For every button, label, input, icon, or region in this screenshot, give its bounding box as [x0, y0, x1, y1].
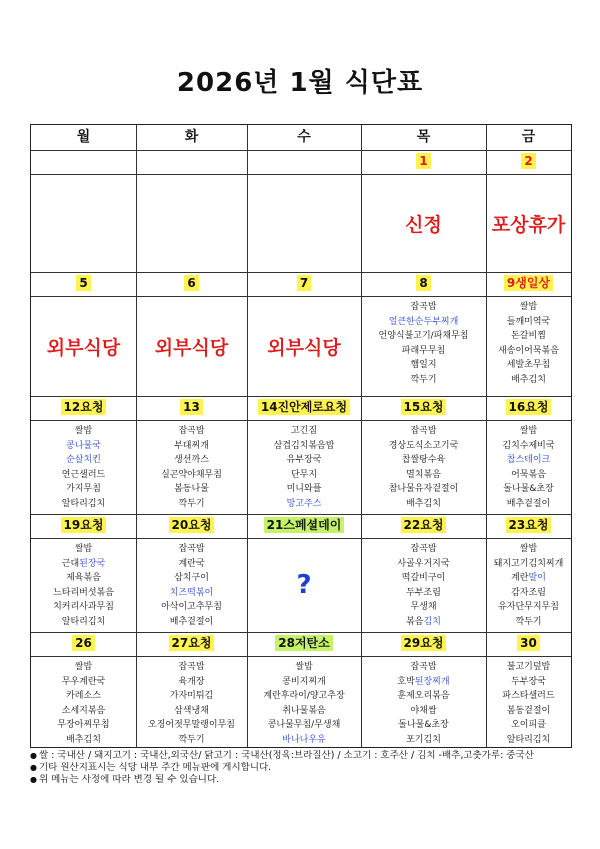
menu-calendar-table	[30, 124, 572, 748]
date-label	[361, 632, 486, 656]
menu-item: 오징어젓무말랭이무침	[148, 720, 235, 730]
day-cell	[486, 296, 571, 396]
menu-item: 순살치킨	[66, 455, 101, 465]
menu-item: 새송이어묵볶음	[498, 345, 559, 356]
menu-list	[31, 538, 136, 629]
date-label	[486, 272, 571, 296]
day-cell	[136, 538, 247, 632]
menu-item: 무생채	[410, 602, 437, 612]
date-text: 21스페셜데이	[264, 517, 345, 533]
day-note: 외부식당	[154, 336, 229, 359]
date-label	[136, 632, 247, 656]
weekday-header: 수	[297, 129, 311, 145]
date-text: 16요청	[506, 399, 552, 415]
weekday-header: 금	[521, 129, 536, 145]
menu-item: 깍두기	[410, 374, 437, 385]
date-label	[486, 150, 571, 174]
day-cell	[247, 296, 361, 396]
menu-item: 봄동나물	[174, 484, 209, 494]
date-label	[361, 396, 486, 420]
menu-item: 제육볶음	[66, 573, 101, 583]
day-cell	[247, 656, 361, 747]
weekday-header: 화	[184, 129, 199, 145]
note-change: ● 위 메뉴는 사정에 따라 변경 될 수 있습니다.	[30, 774, 220, 785]
date-label	[136, 272, 247, 296]
date-label	[31, 150, 136, 174]
menu-item: 잡곡밥	[410, 544, 437, 554]
day-cell	[136, 656, 247, 747]
menu-item: 쌀밥	[519, 426, 538, 436]
menu-item: 치즈떡볶이	[169, 587, 214, 598]
menu-list	[361, 538, 486, 629]
menu-item: 훈제오리볶음	[397, 691, 450, 701]
menu-item: 배추겉절이	[169, 616, 214, 627]
date-label	[361, 150, 486, 174]
day-cell	[31, 656, 136, 747]
menu-item: 잡곡밥	[410, 302, 437, 312]
menu-list	[136, 538, 247, 629]
menu-item: 돼지고기김치찌개	[493, 558, 564, 569]
date-label	[31, 272, 136, 296]
date-label	[486, 514, 571, 538]
menu-list	[486, 656, 571, 747]
menu-item: 볶음김치	[406, 616, 441, 627]
menu-item: 취나물볶음	[282, 705, 326, 716]
menu-list	[247, 420, 361, 511]
date-text: 14진안제로요청	[258, 399, 350, 415]
menu-list	[361, 656, 486, 747]
menu-item: 느타리버섯볶음	[53, 587, 114, 598]
menu-item: 파스타샐러드	[502, 691, 555, 701]
date-text: 5	[76, 275, 90, 291]
day-note: 외부식당	[46, 336, 121, 359]
menu-item: 불고기덮밥	[506, 662, 551, 672]
menu-item: 고긴짐	[290, 426, 318, 436]
menu-item: 알타리김치	[61, 616, 106, 627]
menu-item: 망고주스	[286, 498, 322, 509]
menu-item: 유자단무지무침	[498, 602, 559, 612]
menu-item: 경상도식소고기국	[388, 440, 459, 451]
menu-item: 생선까스	[174, 455, 209, 465]
menu-item: 카레소스	[66, 691, 101, 701]
menu-list	[361, 296, 486, 387]
day-cell	[31, 538, 136, 632]
menu-item: 사골우거지국	[397, 558, 450, 569]
menu-item: 무장아찌무침	[57, 720, 110, 730]
date-text: 27요청	[169, 635, 215, 651]
menu-item: 연근샐러드	[61, 469, 106, 480]
menu-item: 어묵볶음	[511, 469, 546, 480]
menu-item: 콩비지찌개	[282, 676, 326, 687]
date-text: 26	[72, 635, 95, 651]
menu-item: 김치수제비국	[502, 440, 555, 451]
date-text: 8	[416, 275, 430, 291]
date-label	[136, 150, 247, 174]
menu-item: 깍두기	[178, 734, 205, 745]
day-note: 신정	[405, 213, 442, 236]
page-title: 2026년 1월 식단표	[176, 68, 424, 98]
menu-item: 멸치볶음	[406, 469, 441, 480]
menu-item: 배추겉절이	[506, 498, 551, 509]
menu-item: 쌀밥	[519, 302, 538, 312]
date-label	[247, 150, 361, 174]
date-label	[31, 514, 136, 538]
menu-item: 두부장국	[511, 676, 546, 687]
date-label	[361, 514, 486, 538]
day-cell	[361, 296, 486, 396]
menu-item: 콩나물무침/무생채	[267, 720, 341, 730]
menu-item: 찹쌀탕수육	[401, 455, 446, 465]
menu-item: 봄동겉절이	[506, 705, 551, 716]
day-cell	[136, 420, 247, 514]
menu-item: 야채쌈	[410, 705, 437, 716]
date-text: 2	[521, 153, 535, 169]
day-cell	[361, 174, 486, 272]
menu-item: 파래무무침	[401, 345, 446, 356]
menu-item: 치커리사과무침	[53, 602, 114, 612]
day-cell	[31, 420, 136, 514]
menu-item: 돈갈비찜	[511, 331, 546, 341]
menu-item: 가지무침	[66, 484, 101, 494]
menu-item: 깍두기	[178, 498, 205, 509]
date-text: 23요청	[506, 517, 552, 533]
menu-item: 잡곡밥	[178, 426, 205, 436]
menu-item: 쌀밥	[74, 544, 93, 554]
date-label	[136, 514, 247, 538]
menu-item: 배추김치	[511, 374, 546, 385]
menu-item: 참나물유자겉절이	[388, 484, 459, 494]
menu-item: 오이피클	[511, 720, 546, 730]
date-text: 7	[297, 275, 311, 291]
date-label	[486, 632, 571, 656]
date-text: 19요청	[61, 517, 107, 533]
menu-list	[31, 420, 136, 511]
menu-item: 바나나우유	[282, 734, 326, 745]
menu-item: 쌀밥	[519, 544, 538, 554]
menu-item: 삼색냉채	[174, 705, 209, 716]
menu-item: 부대찌개	[174, 440, 209, 451]
day-cell	[361, 420, 486, 514]
day-cell	[486, 420, 571, 514]
day-note: 외부식당	[267, 336, 341, 359]
day-cell	[136, 296, 247, 396]
day-cell	[486, 656, 571, 747]
note-origin-display: ● 기타 원산지표시는 식당 내부 주간 메뉴판에 게시합니다.	[30, 762, 272, 773]
date-text: 15요청	[401, 399, 447, 415]
date-text: 30	[517, 635, 540, 651]
menu-item: 깍두기	[515, 616, 542, 627]
date-text: 1	[416, 153, 430, 169]
menu-item: 얼큰한순두부찌개	[388, 316, 459, 327]
date-text: 12요청	[61, 399, 107, 415]
menu-item: 육개장	[178, 676, 205, 687]
menu-item: 배추김치	[406, 498, 441, 509]
date-label	[247, 272, 361, 296]
menu-item: 쌀밥	[74, 426, 93, 436]
day-note: 포상휴가	[491, 213, 566, 236]
menu-item: 계란국	[178, 558, 205, 569]
date-text: 20요청	[169, 517, 215, 533]
menu-item: 계란후라이/양고추장	[263, 691, 345, 701]
menu-item: 언양식불고기/파채무침	[378, 331, 469, 341]
date-text: 9생일상	[504, 275, 553, 291]
menu-item: 세발초무침	[506, 360, 551, 370]
date-text: 13	[180, 399, 203, 415]
menu-item: 잡곡밥	[178, 544, 205, 554]
day-cell	[486, 174, 571, 272]
menu-item: 들깨미역국	[506, 316, 551, 327]
day-cell	[31, 174, 136, 272]
mystery-menu: ?	[296, 570, 312, 600]
day-cell	[361, 656, 486, 747]
date-label	[361, 272, 486, 296]
date-label	[486, 396, 571, 420]
menu-item: 소세지볶음	[61, 705, 106, 716]
menu-item: 아삭이고추무침	[161, 602, 222, 612]
day-cell	[31, 296, 136, 396]
menu-item: 햄일지	[410, 360, 437, 370]
menu-item: 유부장국	[286, 455, 322, 465]
menu-item: 잡곡밥	[178, 662, 205, 672]
menu-item: 감자조림	[511, 587, 546, 598]
date-text: 22요청	[401, 517, 447, 533]
footnotes	[30, 750, 572, 786]
menu-list	[247, 656, 361, 747]
menu-item: 쌀밥	[74, 662, 93, 672]
menu-item: 잡곡밥	[410, 426, 437, 436]
menu-item: 실곤약야채무침	[161, 469, 222, 480]
menu-item: 잡곡밥	[410, 662, 437, 672]
menu-item: 떡갈비구이	[401, 573, 446, 583]
menu-item: 알타리김치	[506, 734, 551, 745]
date-label	[31, 396, 136, 420]
menu-item: 무우계란국	[61, 676, 106, 687]
date-text: 28저탄소	[275, 635, 332, 651]
day-cell	[486, 538, 571, 632]
menu-item: 돌나물&초장	[398, 720, 449, 730]
menu-item: 삼겹김치볶음밥	[273, 440, 335, 451]
day-cell	[247, 420, 361, 514]
date-label	[247, 396, 361, 420]
menu-item: 쌀밥	[295, 662, 313, 672]
day-cell	[361, 538, 486, 632]
weekday-header: 목	[416, 129, 431, 145]
weekday-header: 월	[76, 129, 91, 145]
menu-item: 찹스테이크	[506, 455, 551, 465]
day-cell	[136, 174, 247, 272]
date-label	[31, 632, 136, 656]
menu-item: 돌나물&초장	[503, 484, 554, 494]
day-cell	[247, 538, 361, 632]
date-label	[247, 632, 361, 656]
note-origin: ● 쌀 : 국내산 / 돼지고기 : 국내산,외국산/ 닭고기 : 국내산(정육:브라질산) / 소고기 : 호주산 / 김치 -배추,고춧가루: 중국산	[30, 750, 534, 761]
date-label	[136, 396, 247, 420]
menu-item: 알타리김치	[61, 498, 106, 509]
date-text: 29요청	[401, 635, 447, 651]
menu-list	[361, 420, 486, 511]
menu-item: 포기김치	[406, 734, 441, 745]
date-label	[247, 514, 361, 538]
menu-item: 미니와플	[286, 484, 322, 494]
date-text: 6	[184, 275, 198, 291]
menu-list	[486, 420, 571, 511]
menu-item: 계란말이	[511, 573, 546, 583]
menu-list	[486, 538, 571, 629]
day-cell	[247, 174, 361, 272]
menu-item: 단무지	[290, 469, 318, 480]
menu-item: 배추김치	[66, 734, 101, 745]
menu-item: 콩나물국	[66, 440, 101, 451]
menu-list	[31, 656, 136, 747]
menu-item: 근대된장국	[61, 558, 106, 569]
menu-item: 호박된장찌개	[397, 676, 450, 687]
menu-item: 두부조림	[406, 587, 441, 598]
menu-item: 삼치구이	[174, 573, 209, 583]
menu-item: 가자미튀김	[169, 691, 214, 701]
menu-list	[136, 420, 247, 511]
menu-list	[486, 296, 571, 387]
menu-list	[136, 656, 247, 747]
